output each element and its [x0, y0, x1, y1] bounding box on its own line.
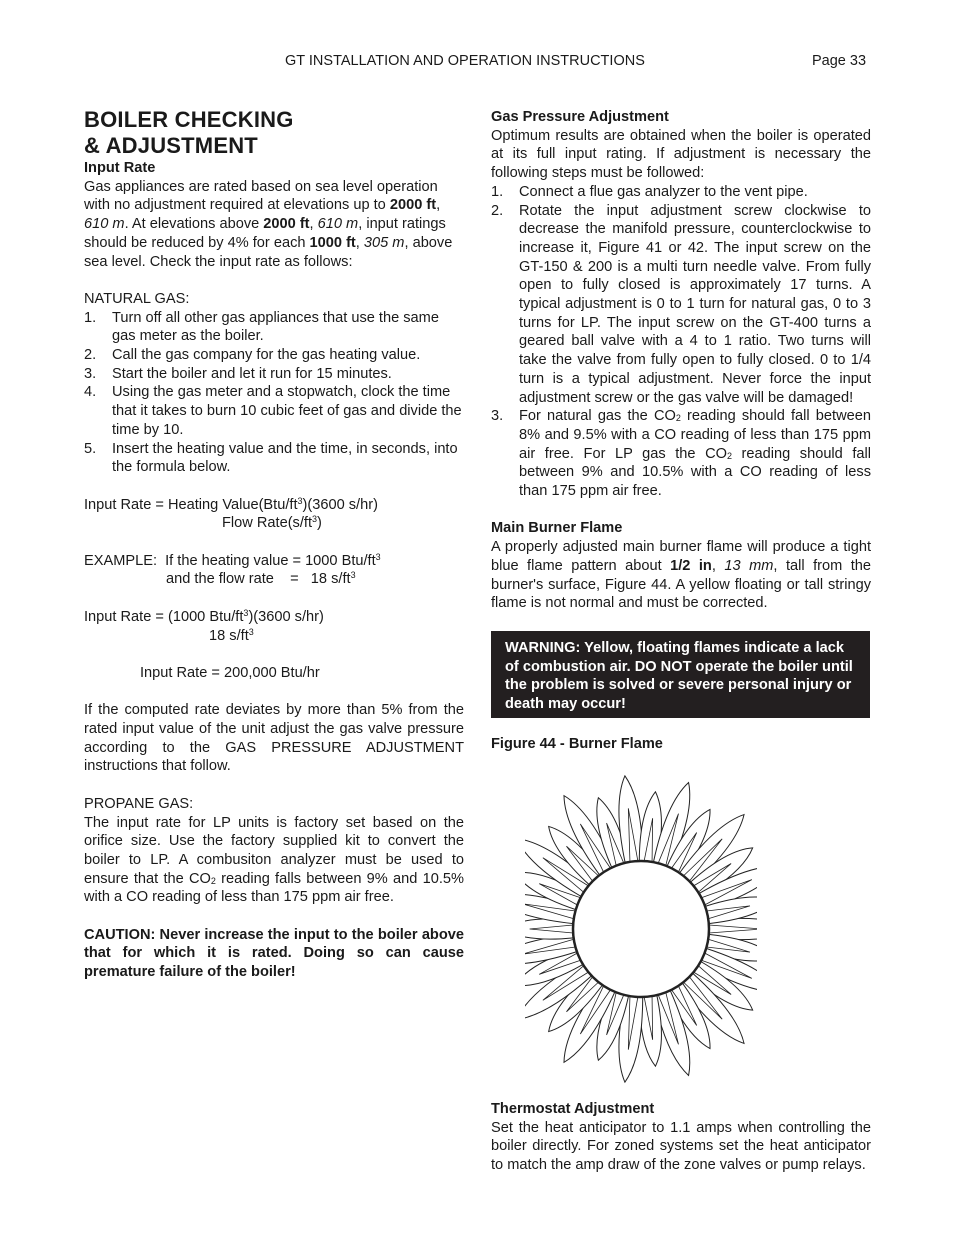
thermostat-section [491, 1100, 871, 1175]
gas-pressure-steps [491, 183, 871, 501]
section-title-line2: & ADJUSTMENT [84, 133, 258, 158]
warning-box: WARNING: Yellow, floating flames indicate a lack of combustion air. DO NOT operate the boiler until the problem is solved or severe personal injury or death may occur! [491, 631, 870, 718]
header-title: GT INSTALLATION AND OPERATION INSTRUCTIONS [285, 53, 645, 69]
gas-pressure-heading: Gas Pressure Adjustment [491, 109, 669, 125]
list-item: 5. Insert the heating value and the time, in seconds, into the formula below. [84, 440, 458, 476]
caution-text: CAUTION: Never increase the input to the boiler above that for which it is rated. Doing so can cause premature failure of the boiler! [84, 926, 464, 981]
section-title [84, 107, 464, 159]
figure-caption: Figure 44 - Burner Flame [491, 735, 663, 752]
right-column [491, 108, 871, 753]
page-number: Page 33 [812, 53, 867, 69]
section-title-line1: BOILER CHECKING [84, 107, 294, 132]
list-item: 1. Turn off all other gas appliances that use the same gas meter as the boiler. [84, 309, 439, 345]
page-header [0, 53, 954, 73]
main-burner-heading: Main Burner Flame [491, 520, 623, 537]
main-burner-paragraph: A properly adjusted main burner flame will produce a tight blue flame pattern about 1/2 in, 13 mm, tall from the burner's surface, Figure 44. A yellow floating or tall stringy flame is not normal and must be corrected. [491, 539, 872, 612]
list-item: 2. Rotate the input adjustment screw clockwise to decrease the manifold pressure, counterclockwise to increase it, Figure 41 or 42. The input screw on the GT-150 & 200 is a multi turn needle valve. From fully open to fully closed is approximately 17 turns. A typical adjustment is 0 to 1 turn for natural gas, 0 to 3 turns for LP. The input screw on the GT-400 turns a geared ball valve with a 4 to 1 ratio. Two turns will take the valve from fully open to fully closed. 0 to 1/4 turn is a typical adjustment. Never force the input adjustment screw or the gas valve will be damaged! [491, 202, 871, 406]
deviation-paragraph: If the computed rate deviates by more than 5% from the rated input value of the unit adjust the gas valve pressure according to the GAS PRESSURE ADJUSTMENT instructions that follow. [84, 702, 464, 775]
list-item: 3. For natural gas the $CO_2$ reading should fall between 8% and 9.5% with a CO reading of less than 175 ppm air free. For LP gas the $CO_2$ reading should fall between 9% and 10.5% with a CO reading of less than 175 ppm air free. [491, 408, 872, 500]
thermostat-paragraph: Set the heat anticipator to 1.1 amps when controlling the boiler directly. For zoned systems set the heat anticipator to match the amp draw of the zone valves or pump relays. [491, 1119, 871, 1174]
list-item: 2. Call the gas company for the gas heating value. [84, 347, 421, 364]
example-formula-numerator: Input Rate = (1000 Btu/$ft^3)(3600$ s/hr) [84, 607, 324, 625]
formula-denominator: Flow $Rate(s/ft^3)$ [222, 514, 322, 532]
natural-gas-steps [84, 309, 464, 477]
input-rate-paragraph: Gas appliances are rated based on sea level operation with no adjustment required at elevations up to 2000 ft, 610 m. At elevations above 2000 ft, 610 m, input ratings should be reduced by 4% for each 1000 ft, 305 m, above sea level. Check the input rate as follows: [84, 178, 453, 270]
gas-pressure-intro: Optimum results are obtained when the boiler is operated at its full input rating. If adjustment is necessary the following steps must be followed: [491, 127, 871, 182]
example-result: Input Rate = 200,000 Btu/hr [140, 664, 320, 681]
example-line2: and the flow rate = 18 $s/ft^3$ [166, 570, 356, 588]
list-item: 3. Start the boiler and let it run for 15 minutes. [84, 365, 392, 382]
burner-flame-figure [525, 772, 757, 1086]
propane-paragraph: The input rate for LP units is factory set based on the orifice size. Use the factory supplied kit to convert the boiler to LP. A combusiton analyzer must be used to ensure that the $CO_2$ reading falls between 9% and 10.5% with a CO reading of less than 175 ppm air free. [84, 814, 464, 906]
burner-circle [573, 861, 709, 997]
input-rate-heading: Input Rate [84, 160, 156, 176]
formula-numerator: Input Rate = Heating $Value(Btu/ft^3)(3600$ s/hr) [84, 495, 378, 513]
propane-label: PROPANE GAS: [84, 795, 194, 812]
list-item: 1. Connect a flue gas analyzer to the vent pipe. [491, 183, 808, 200]
burner-flame-drawing [525, 772, 757, 1086]
list-item: 4. Using the gas meter and a stopwatch, clock the time that it takes to burn 10 cubic feet of gas and divide the time by 10. [84, 384, 462, 438]
thermostat-heading: Thermostat Adjustment [491, 1101, 655, 1117]
left-column [84, 107, 464, 982]
example-formula-denominator: 18 $s/ft^3$ [209, 626, 254, 644]
example-line1: EXAMPLE: If the heating value = 1000 Btu/$ft^3$ [84, 551, 381, 569]
natural-gas-label: NATURAL GAS: [84, 290, 190, 307]
